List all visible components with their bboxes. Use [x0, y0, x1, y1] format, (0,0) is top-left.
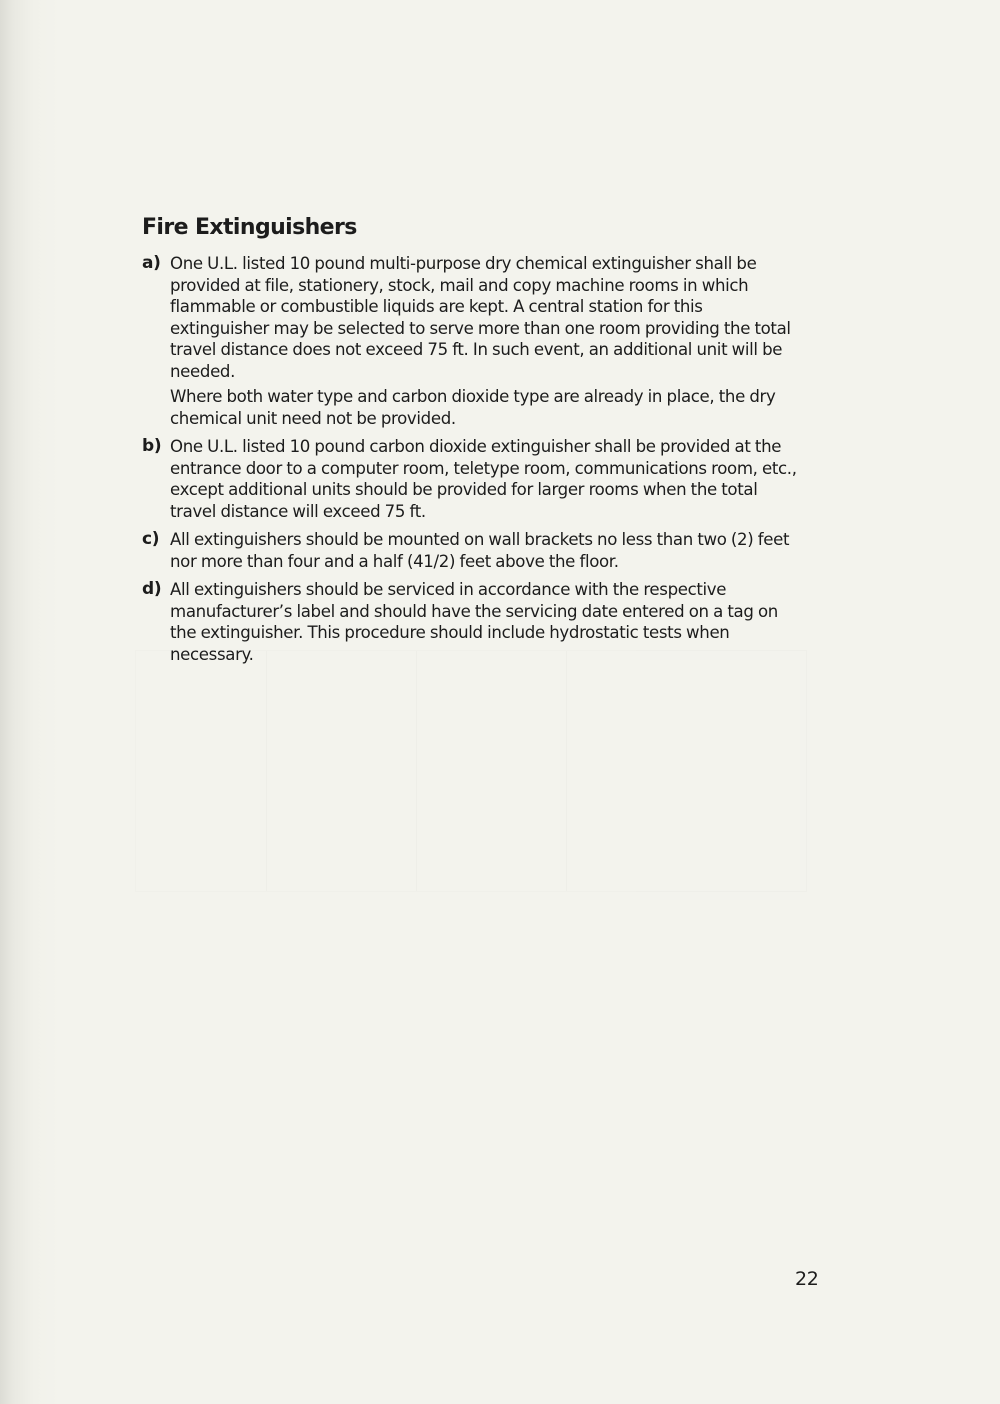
list-item-d — [142, 579, 802, 665]
list-item-text: One U.L. listed 10 pound carbon dioxide extinguisher shall be provided at the entrance door to a computer room, teletype room, communications room, etc., except additional units should be provided for larger rooms when the total travel distance will exceed 75 ft. — [170, 437, 797, 521]
list-marker: d) — [142, 579, 162, 599]
list-item-c — [142, 529, 802, 572]
show-through-illustration — [135, 650, 807, 892]
list-marker: a) — [142, 253, 161, 273]
list-item-text: All extinguishers should be serviced in accordance with the respective manufacturer’s label and should have the servicing date entered on a tag on the extinguisher. This procedure should include hydrostatic tests when necessary. — [170, 580, 778, 664]
list-marker: b) — [142, 436, 162, 456]
page-number: 22 — [795, 1268, 819, 1290]
list-item-a — [142, 253, 802, 429]
list-item-text: All extinguishers should be mounted on wall brackets no less than two (2) feet nor more than four and a half (41/2) feet above the floor. — [170, 530, 790, 571]
list-marker: c) — [142, 529, 160, 549]
fire-extinguishers-section — [142, 212, 802, 672]
section-title: Fire Extinguishers — [142, 215, 357, 240]
list-item-note: Where both water type and carbon dioxide type are already in place, the dry chemical unit need not be provided. — [170, 387, 776, 428]
list-item-text: One U.L. listed 10 pound multi-purpose dry chemical extinguisher shall be provided at file, stationery, stock, mail and copy machine rooms in which flammable or combustible liquids are kept. A central station for this extinguisher may be selected to serve more than one room providing the total travel distance does not exceed 75 ft. In such event, an additional unit will be needed. — [170, 254, 791, 381]
list-item-b — [142, 436, 802, 522]
